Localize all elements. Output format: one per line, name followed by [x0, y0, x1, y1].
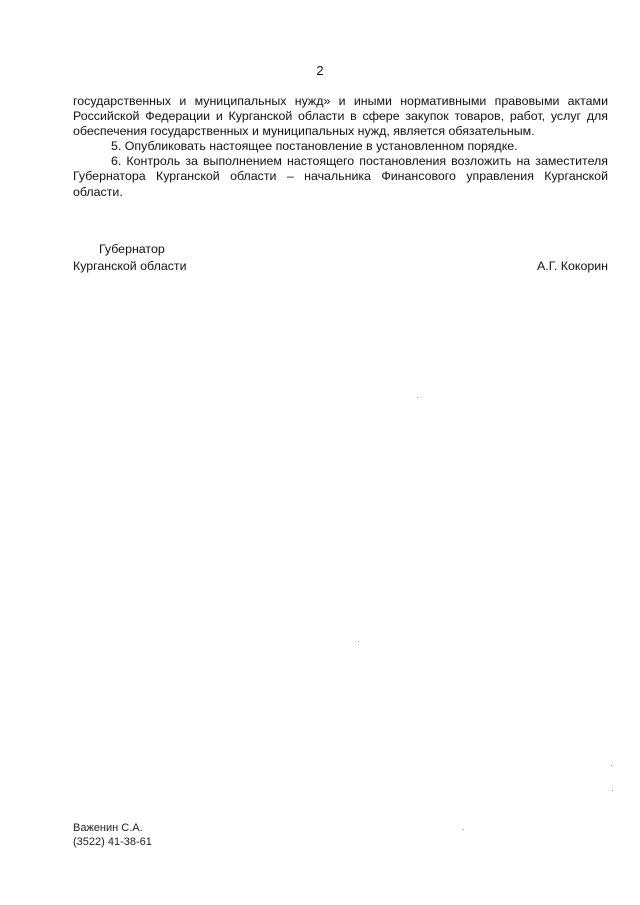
signatory-title-line1: Губернатор — [99, 242, 165, 256]
executor-phone: (3522) 41-38-61 — [73, 836, 152, 848]
document-body — [73, 94, 608, 200]
paragraph-item-5: 5. Опубликовать настоящее постановление в установленном порядке. — [111, 139, 518, 154]
paragraph-continuation: государственных и муниципальных нужд» и иными нормативными правовыми актами Российской Федерации и Курганской области в сфере закупок товаров, работ, услуг для обеспечения государственных и муниципальных нужд, является обязательным. — [73, 94, 608, 139]
paragraph-item-6: 6. Контроль за выполнением настоящего постановления возложить на заместителя Губернатора Курганской области – начальника Финансового управления Курганской области. — [73, 154, 608, 199]
executor-name: Важенин С.А. — [73, 822, 143, 834]
signature-row — [73, 258, 608, 275]
scan-speck — [358, 641, 359, 642]
page-number: 2 — [316, 63, 324, 78]
scan-speck — [611, 765, 612, 766]
scan-speck — [612, 790, 613, 791]
scan-speck — [417, 397, 418, 398]
executor-block — [73, 821, 152, 849]
signatory-name: А.Г. Кокорин — [536, 259, 608, 273]
signature-block — [73, 241, 608, 275]
signatory-title-line2: Курганской области — [73, 259, 187, 273]
scan-speck — [463, 829, 464, 830]
